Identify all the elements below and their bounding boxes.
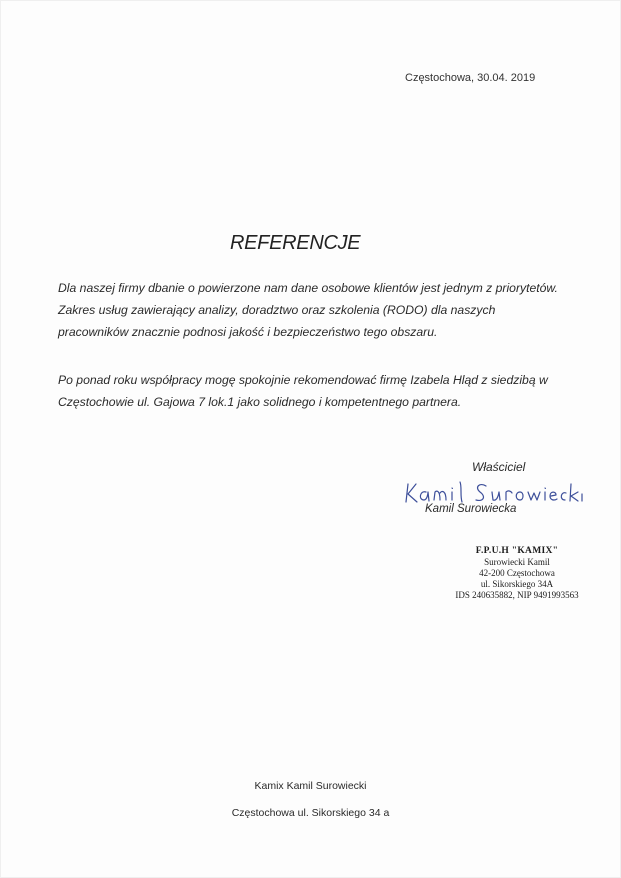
body-paragraph-1: Dla naszej firmy dbanie o powierzone nam dane osobowe klientów jest jednym z priorytetów. Zakres usług zawierający analizy, doradztwo oraz szkolenia (RODO) dla naszych pracowników znacznie podnosi jakość i bezpieczeństwo tego obszaru.: [58, 281, 558, 339]
stamp-owner: Surowiecki Kamil: [484, 557, 550, 567]
stamp-street: ul. Sikorskiego 34A: [480, 579, 554, 589]
stamp-company: F.P.U.H "KAMIX": [475, 546, 559, 556]
signer-role: Właściciel: [472, 460, 526, 474]
footer-company: Kamix Kamil Surowiecki: [254, 780, 367, 792]
body-paragraph-2: Po ponad roku współpracy mogę spokojnie rekomendować firmę Izabela Hląd z siedzibą w Częstochowie ul. Gajowa 7 lok.1 jako solidnego i kompetentnego partnera.: [58, 373, 548, 409]
signer-name: Kamil Surowiecka: [425, 503, 517, 515]
company-stamp: [432, 546, 602, 601]
footer-address: Częstochowa ul. Sikorskiego 34 a: [231, 807, 390, 819]
stamp-city: 42-200 Częstochowa: [479, 568, 555, 578]
document-title: REFERENCJE: [230, 232, 361, 254]
document-date: Częstochowa, 30.04. 2019: [405, 72, 536, 84]
stamp-ids: IDS 240635882, NIP 9491993563: [455, 590, 579, 600]
